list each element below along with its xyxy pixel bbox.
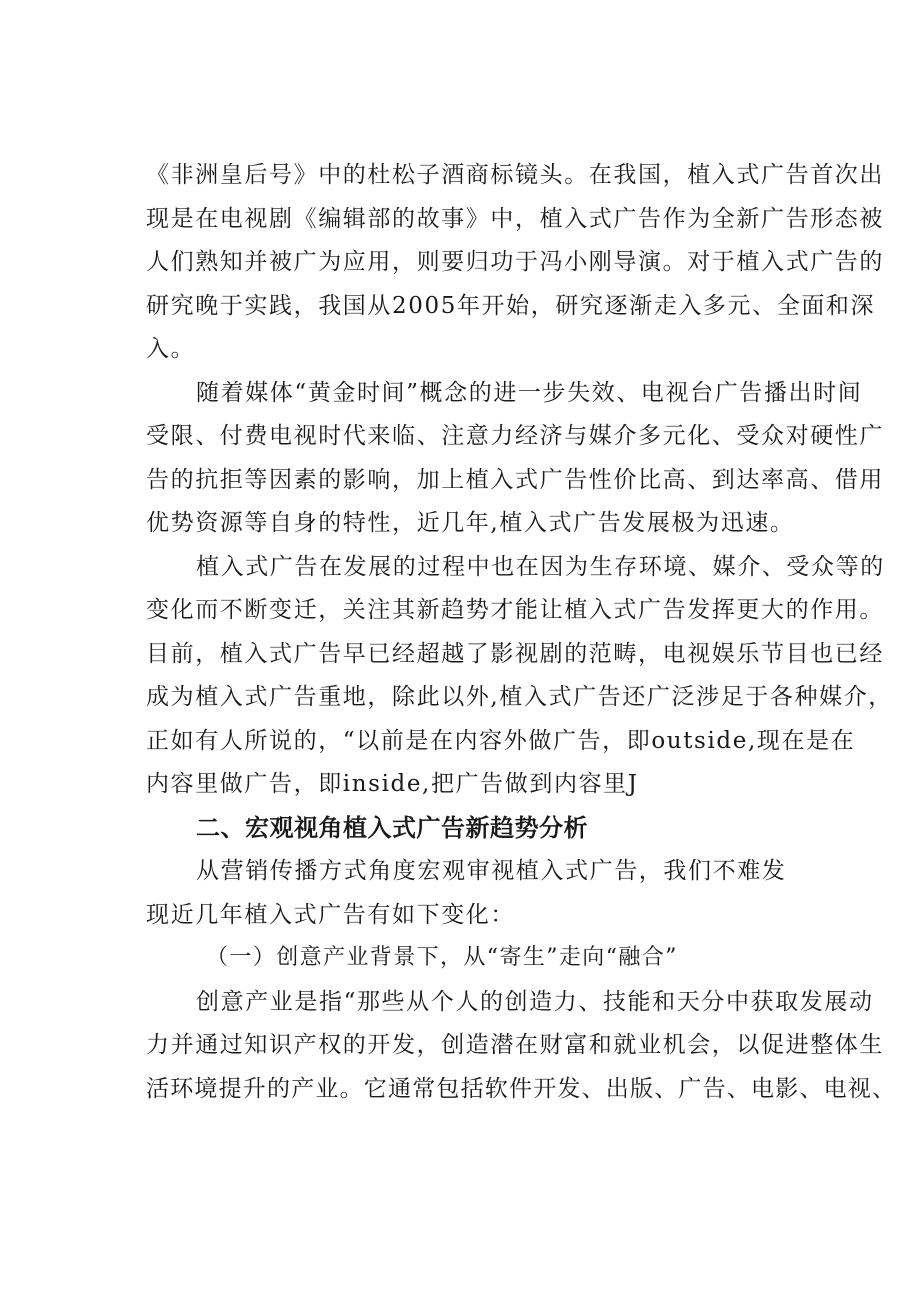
text-line: 现是在电视剧《编辑部的故事》中，植入式广告作为全新广告形态被 (146, 206, 884, 232)
text-line: 《非洲皇后号》中的杜松子酒商标镜头。在我国，植入式广告首次出 (146, 162, 884, 188)
text-line: 随着媒体“黄金时间”概念的进一步失效、电视台广告播出时间 (196, 380, 863, 406)
sub-heading: （一）创意产业背景下，从“寄生”走向“融合” (206, 945, 678, 970)
text-line: 告的抗拒等因素的影响，加上植入式广告性价比高、到达率高、借用 (146, 467, 884, 493)
text-line: 活环境提升的产业。它通常包括软件开发、出版、广告、电影、电视、 (146, 1076, 897, 1102)
text-line: 力并通过知识产权的开发，创造潜在财富和就业机会，以促进整体生 (146, 1032, 884, 1058)
section-heading: 二、宏观视角植入式广告新趋势分析 (196, 814, 588, 842)
text-line: 受限、付费电视时代来临、注意力经济与媒介多元化、受众对硬性广 (146, 423, 884, 449)
text-line: 优势资源等自身的特性，近几年,植入式广告发展极为迅速。 (146, 510, 795, 536)
text-line: 人们熟知并被广为应用，则要归功于冯小刚导演。对于植入式广告的 (146, 249, 884, 275)
text-line: 入。 (146, 336, 196, 362)
text-line: 创意产业是指“那些从个人的创造力、技能和天分中获取发展动 (196, 989, 874, 1015)
text-line: 植入式广告在发展的过程中也在因为生存环境、媒介、受众等的 (196, 554, 885, 580)
text-line: 现近几年植入式广告有如下变化： (146, 902, 515, 928)
text-line: 正如有人所说的，“以前是在内容外做广告，即outside,现在是在 (146, 728, 856, 754)
text-line: 从营销传播方式角度宏观审视植入式广告，我们不难发 (196, 858, 787, 884)
text-line: 内容里做广告，即inside,把广告做到内容里J (146, 771, 639, 797)
text-line: 研究晚于实践，我国从2005年开始，研究逐渐走入多元、全面和深 (146, 293, 876, 319)
text-line: 目前，植入式广告早已经超越了影视剧的范畴，电视娱乐节目也已经 (146, 641, 884, 667)
text-line: 变化而不断变迁，关注其新趋势才能让植入式广告发挥更大的作用。 (146, 597, 884, 623)
text-line: 成为植入式广告重地，除此以外,植入式广告还广泛涉足于各种媒介， (146, 684, 893, 710)
